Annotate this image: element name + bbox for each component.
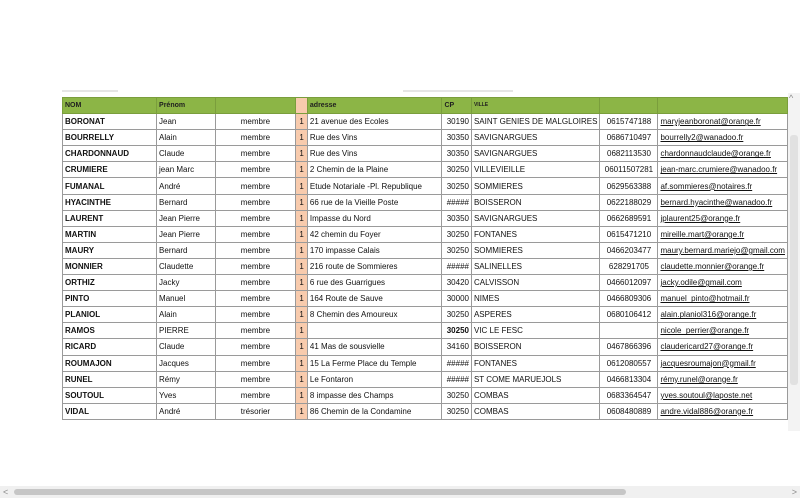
cell-adresse[interactable]: 164 Route de Sauve [307, 291, 442, 307]
cell-email[interactable]: maury.bernard.mariejo@gmail.com [658, 242, 788, 258]
spreadsheet-view[interactable] [0, 93, 788, 431]
table-row [63, 178, 788, 194]
cell-ville[interactable]: NIMES [471, 291, 599, 307]
cell-tel[interactable]: 0615471210 [600, 226, 658, 242]
cell-num[interactable]: 1 [296, 291, 308, 307]
cell-tel[interactable]: 0682113530 [600, 146, 658, 162]
cell-role[interactable]: membre [215, 130, 296, 146]
cell-cp[interactable]: ##### [442, 194, 472, 210]
cell-nom[interactable]: RAMOS [63, 323, 157, 339]
cell-adresse[interactable]: 2 Chemin de la Plaine [307, 162, 442, 178]
table-row [63, 291, 788, 307]
cell-nom[interactable]: LAURENT [63, 210, 157, 226]
cell-prenom[interactable]: Rémy [157, 371, 216, 387]
cell-adresse[interactable]: Rue des Vins [307, 130, 442, 146]
cell-tel[interactable]: 0662689591 [600, 210, 658, 226]
table-row [63, 114, 788, 130]
cell-cp[interactable]: 30250 [442, 403, 472, 419]
cell-nom[interactable]: SOUTOUL [63, 387, 157, 403]
cell-adresse[interactable]: Le Fontaron [307, 371, 442, 387]
cell-email[interactable]: af.sommieres@notaires.fr [658, 178, 788, 194]
cell-tel[interactable]: 0686710497 [600, 130, 658, 146]
header-email[interactable] [658, 98, 788, 114]
members-table [62, 97, 788, 420]
scroll-up-icon[interactable]: ^ [789, 93, 794, 103]
cell-role[interactable]: membre [215, 387, 296, 403]
cell-tel[interactable]: 0612080557 [600, 355, 658, 371]
cell-num[interactable]: 1 [296, 387, 308, 403]
header-tel[interactable] [600, 98, 658, 114]
cell-ville[interactable]: CALVISSON [471, 275, 599, 291]
cell-adresse[interactable]: Rue des Vins [307, 146, 442, 162]
cell-prenom[interactable]: jean Marc [157, 162, 216, 178]
cell-nom[interactable]: PLANIOL [63, 307, 157, 323]
cell-tel[interactable]: 0629563388 [600, 178, 658, 194]
cell-nom[interactable]: BOURRELLY [63, 130, 157, 146]
cell-cp[interactable]: ##### [442, 371, 472, 387]
cell-cp[interactable]: 30350 [442, 130, 472, 146]
cell-nom[interactable]: MONNIER [63, 258, 157, 274]
cell-adresse[interactable]: 21 avenue des Ecoles [307, 114, 442, 130]
cell-tel[interactable]: 0466809306 [600, 291, 658, 307]
cell-cp[interactable]: 30250 [442, 323, 472, 339]
table-row [63, 403, 788, 419]
cell-email[interactable]: manuel_pinto@hotmail.fr [658, 291, 788, 307]
header-row [63, 98, 788, 114]
cell-ville[interactable]: SAVIGNARGUES [471, 130, 599, 146]
cell-email[interactable]: claudette.monnier@orange.fr [658, 258, 788, 274]
table-row [63, 323, 788, 339]
cell-email[interactable]: nicole_perrier@orange.fr [658, 323, 788, 339]
toolbar-divider [62, 90, 118, 92]
cell-adresse[interactable]: 42 chemin du Foyer [307, 226, 442, 242]
table-row [63, 387, 788, 403]
cell-email[interactable]: jacquesroumajon@gmail.fr [658, 355, 788, 371]
cell-prenom[interactable]: Jacques [157, 355, 216, 371]
vertical-scrollbar[interactable] [788, 93, 800, 431]
cell-prenom[interactable]: André [157, 403, 216, 419]
cell-adresse[interactable]: 66 rue de la Vieille Poste [307, 194, 442, 210]
cell-ville[interactable]: SOMMIERES [471, 242, 599, 258]
cell-num[interactable]: 1 [296, 162, 308, 178]
cell-tel[interactable]: 628291705 [600, 258, 658, 274]
cell-nom[interactable]: RUNEL [63, 371, 157, 387]
cell-email[interactable]: rémy.runel@orange.fr [658, 371, 788, 387]
cell-ville[interactable]: ASPERES [471, 307, 599, 323]
cell-cp[interactable]: 30000 [442, 291, 472, 307]
cell-adresse[interactable]: 8 impasse des Champs [307, 387, 442, 403]
table-row [63, 307, 788, 323]
cell-prenom[interactable]: Jean Pierre [157, 210, 216, 226]
cell-adresse[interactable]: 6 rue des Guarrigues [307, 275, 442, 291]
cell-role[interactable]: membre [215, 242, 296, 258]
cell-email[interactable]: jean-marc.crumiere@wanadoo.fr [658, 162, 788, 178]
cell-num[interactable]: 1 [296, 307, 308, 323]
cell-tel[interactable]: 0680106412 [600, 307, 658, 323]
header-num[interactable] [296, 98, 308, 114]
table-row [63, 162, 788, 178]
cell-role[interactable]: trésorier [215, 403, 296, 419]
cell-tel[interactable]: 0608480889 [600, 403, 658, 419]
cell-prenom[interactable]: Yves [157, 387, 216, 403]
cell-num[interactable]: 1 [296, 403, 308, 419]
cell-adresse[interactable]: Impasse du Nord [307, 210, 442, 226]
cell-num[interactable]: 1 [296, 339, 308, 355]
table-row [63, 258, 788, 274]
cell-ville[interactable]: ST COME MARUEJOLS [471, 371, 599, 387]
cell-prenom[interactable]: PIERRE [157, 323, 216, 339]
cell-num[interactable]: 1 [296, 371, 308, 387]
vertical-scroll-thumb[interactable] [790, 135, 798, 385]
cell-ville[interactable]: COMBAS [471, 387, 599, 403]
cell-email[interactable]: bourrelly2@wanadoo.fr [658, 130, 788, 146]
table-row [63, 371, 788, 387]
cell-prenom[interactable]: André [157, 178, 216, 194]
cell-prenom[interactable]: Alain [157, 130, 216, 146]
cell-nom[interactable]: ORTHIZ [63, 275, 157, 291]
cell-nom[interactable]: CRUMIERE [63, 162, 157, 178]
cell-adresse[interactable]: 170 impasse Calais [307, 242, 442, 258]
cell-role[interactable]: membre [215, 178, 296, 194]
cell-adresse[interactable]: Etude Notariale -Pl. Republique [307, 178, 442, 194]
table-row [63, 275, 788, 291]
header-nom[interactable]: NOM [63, 98, 157, 114]
cell-num[interactable]: 1 [296, 194, 308, 210]
table-row [63, 339, 788, 355]
scroll-left-icon[interactable]: < [3, 487, 9, 497]
horizontal-scroll-thumb[interactable] [14, 489, 626, 495]
cell-role[interactable]: membre [215, 146, 296, 162]
cell-nom[interactable]: FUMANAL [63, 178, 157, 194]
cell-role[interactable]: membre [215, 275, 296, 291]
cell-prenom[interactable]: Claude [157, 339, 216, 355]
cell-cp[interactable]: 30350 [442, 146, 472, 162]
cell-nom[interactable]: ROUMAJON [63, 355, 157, 371]
cell-tel[interactable]: 06011507281 [600, 162, 658, 178]
cell-ville[interactable]: SAVIGNARGUES [471, 210, 599, 226]
cell-role[interactable]: membre [215, 307, 296, 323]
cell-role[interactable]: membre [215, 323, 296, 339]
cell-role[interactable]: membre [215, 371, 296, 387]
cell-role[interactable]: membre [215, 194, 296, 210]
header-cp[interactable]: CP [442, 98, 472, 114]
cell-email[interactable]: andre.vidal886@orange.fr [658, 403, 788, 419]
table-row [63, 242, 788, 258]
cell-num[interactable]: 1 [296, 355, 308, 371]
cell-cp[interactable]: ##### [442, 355, 472, 371]
cell-cp[interactable]: ##### [442, 258, 472, 274]
cell-prenom[interactable]: Claude [157, 146, 216, 162]
cell-num[interactable]: 1 [296, 210, 308, 226]
cell-num[interactable]: 1 [296, 114, 308, 130]
cell-num[interactable]: 1 [296, 130, 308, 146]
table-row [63, 130, 788, 146]
cell-ville[interactable]: VIC LE FESC [471, 323, 599, 339]
cell-cp[interactable]: 30250 [442, 307, 472, 323]
cell-prenom[interactable]: Bernard [157, 194, 216, 210]
cell-nom[interactable]: VIDAL [63, 403, 157, 419]
cell-cp[interactable]: 30190 [442, 114, 472, 130]
cell-cp[interactable]: 34160 [442, 339, 472, 355]
cell-cp[interactable]: 30420 [442, 275, 472, 291]
cell-tel[interactable]: 0466203477 [600, 242, 658, 258]
cell-role[interactable]: membre [215, 114, 296, 130]
cell-ville[interactable]: BOISSERON [471, 194, 599, 210]
cell-role[interactable]: membre [215, 210, 296, 226]
cell-ville[interactable]: SAVIGNARGUES [471, 146, 599, 162]
cell-ville[interactable]: COMBAS [471, 403, 599, 419]
cell-prenom[interactable]: Jean Pierre [157, 226, 216, 242]
cell-email[interactable]: maryjeanboronat@orange.fr [658, 114, 788, 130]
cell-num[interactable]: 1 [296, 146, 308, 162]
cell-role[interactable]: membre [215, 339, 296, 355]
cell-num[interactable]: 1 [296, 242, 308, 258]
table-row [63, 226, 788, 242]
table-row [63, 146, 788, 162]
cell-email[interactable]: mireille.mart@orange.fr [658, 226, 788, 242]
cell-cp[interactable]: 30250 [442, 162, 472, 178]
cell-ville[interactable]: VILLEVIEILLE [471, 162, 599, 178]
cell-num[interactable]: 1 [296, 323, 308, 339]
cell-prenom[interactable]: Alain [157, 307, 216, 323]
cell-tel[interactable]: 0466012097 [600, 275, 658, 291]
cell-cp[interactable]: 30250 [442, 242, 472, 258]
cell-prenom[interactable]: Manuel [157, 291, 216, 307]
cell-email[interactable]: jacky.odile@gmail.com [658, 275, 788, 291]
cell-ville[interactable]: SOMMIERES [471, 178, 599, 194]
cell-nom[interactable]: BORONAT [63, 114, 157, 130]
table-row [63, 355, 788, 371]
cell-cp[interactable]: 30350 [442, 210, 472, 226]
cell-nom[interactable]: MAURY [63, 242, 157, 258]
cell-role[interactable]: membre [215, 258, 296, 274]
cell-adresse[interactable]: 15 La Ferme Place du Temple [307, 355, 442, 371]
cell-email[interactable]: jplaurent25@orange.fr [658, 210, 788, 226]
cell-email[interactable]: chardonnaudclaude@orange.fr [658, 146, 788, 162]
toolbar-divider [403, 90, 513, 92]
cell-ville[interactable]: FONTANES [471, 226, 599, 242]
cell-adresse[interactable] [307, 323, 442, 339]
cell-email[interactable]: yves.soutoul@laposte.net [658, 387, 788, 403]
cell-prenom[interactable]: Jacky [157, 275, 216, 291]
cell-prenom[interactable]: Jean [157, 114, 216, 130]
cell-ville[interactable]: SALINELLES [471, 258, 599, 274]
cell-prenom[interactable]: Bernard [157, 242, 216, 258]
cell-adresse[interactable]: 216 route de Sommieres [307, 258, 442, 274]
table-row [63, 194, 788, 210]
cell-cp[interactable]: 30250 [442, 178, 472, 194]
cell-ville[interactable]: SAINT GENIES DE MALGLOIRES [471, 114, 599, 130]
cell-role[interactable]: membre [215, 226, 296, 242]
cell-role[interactable]: membre [215, 355, 296, 371]
cell-role[interactable]: membre [215, 291, 296, 307]
header-ville[interactable]: VILLE [471, 98, 599, 114]
cell-adresse[interactable]: 41 Mas de sousvielle [307, 339, 442, 355]
scroll-right-icon[interactable]: > [791, 487, 797, 497]
cell-cp[interactable]: 30250 [442, 226, 472, 242]
header-adresse[interactable]: adresse [307, 98, 442, 114]
top-toolbar-area [0, 0, 800, 93]
cell-num[interactable]: 1 [296, 275, 308, 291]
cell-email[interactable]: claudericard27@orange.fr [658, 339, 788, 355]
header-prenom[interactable]: Prénom [157, 98, 216, 114]
cell-tel[interactable]: 0615747188 [600, 114, 658, 130]
cell-tel[interactable]: 0467866396 [600, 339, 658, 355]
cell-tel[interactable] [600, 323, 658, 339]
cell-tel[interactable]: 0466813304 [600, 371, 658, 387]
table-row [63, 210, 788, 226]
cell-num[interactable]: 1 [296, 178, 308, 194]
cell-num[interactable]: 1 [296, 226, 308, 242]
header-role[interactable] [215, 98, 296, 114]
cell-adresse[interactable]: 8 Chemin des Amoureux [307, 307, 442, 323]
cell-nom[interactable]: RICARD [63, 339, 157, 355]
cell-adresse[interactable]: 86 Chemin de la Condamine [307, 403, 442, 419]
cell-tel[interactable]: 0622188029 [600, 194, 658, 210]
cell-email[interactable]: alain.planiol316@orange.fr [658, 307, 788, 323]
cell-nom[interactable]: HYACINTHE [63, 194, 157, 210]
cell-num[interactable]: 1 [296, 258, 308, 274]
cell-nom[interactable]: CHARDONNAUD [63, 146, 157, 162]
cell-prenom[interactable]: Claudette [157, 258, 216, 274]
cell-tel[interactable]: 0683364547 [600, 387, 658, 403]
cell-cp[interactable]: 30250 [442, 387, 472, 403]
horizontal-scrollbar[interactable] [0, 486, 800, 498]
cell-nom[interactable]: PINTO [63, 291, 157, 307]
cell-email[interactable]: bernard.hyacinthe@wanadoo.fr [658, 194, 788, 210]
cell-role[interactable]: membre [215, 162, 296, 178]
cell-nom[interactable]: MARTIN [63, 226, 157, 242]
cell-ville[interactable]: BOISSERON [471, 339, 599, 355]
cell-ville[interactable]: FONTANES [471, 355, 599, 371]
